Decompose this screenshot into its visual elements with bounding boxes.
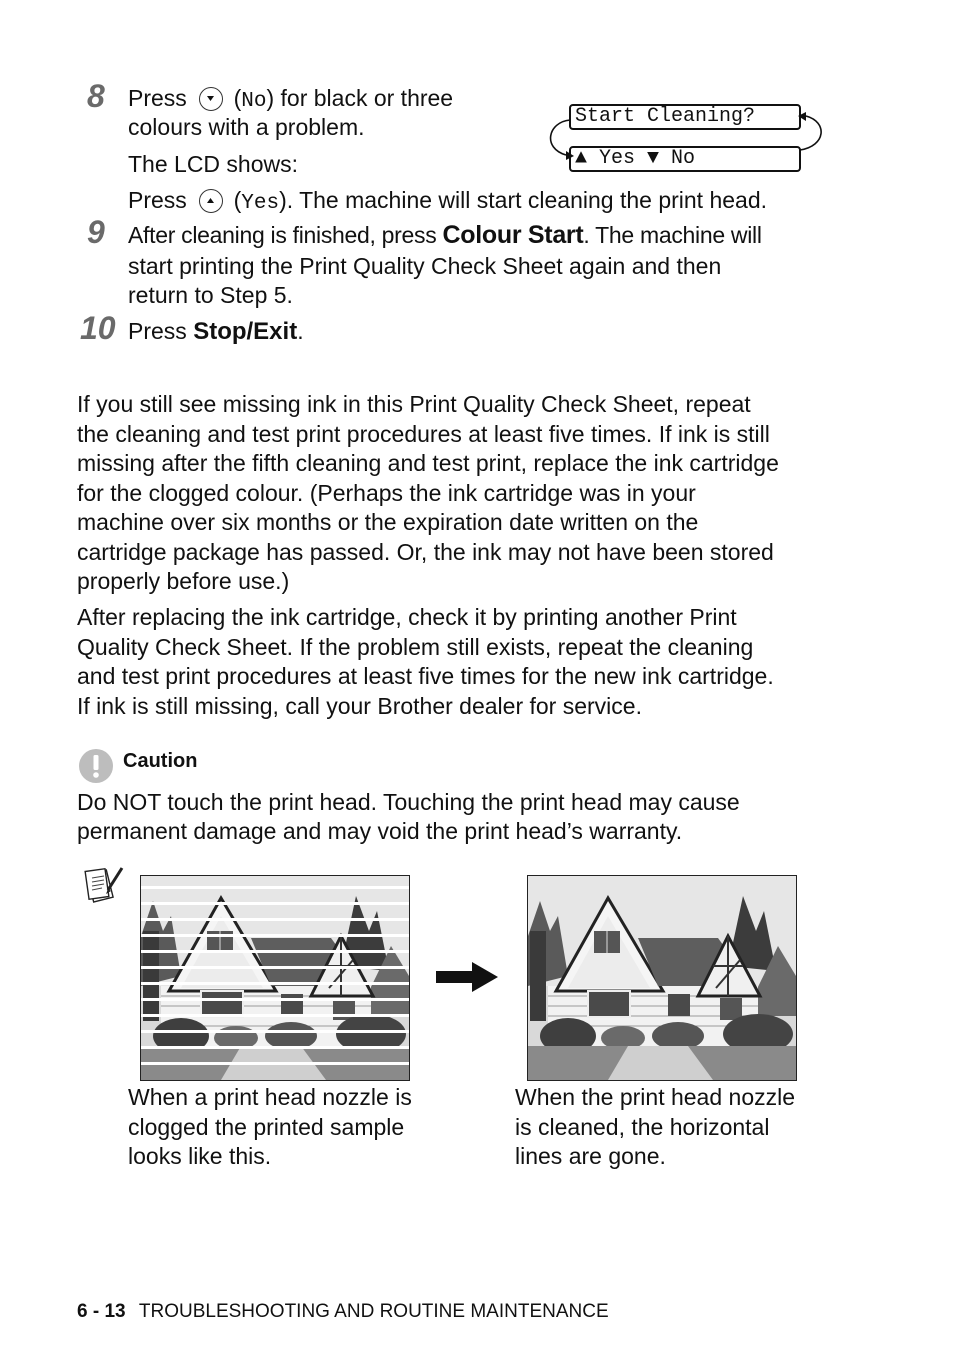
paragraph-line: cartridge package has passed. Or, the ink may not have been stored	[77, 539, 774, 565]
paragraph-line: If ink is still missing, call your Brother dealer for service.	[77, 693, 642, 719]
stop-exit-button-label: Stop/Exit	[193, 318, 298, 345]
up-arrow-key-icon	[199, 189, 223, 213]
step-8-press-2: Press	[128, 187, 187, 213]
paragraph-line: Quality Check Sheet. If the problem still exists, repeat the cleaning	[77, 634, 754, 660]
step-8-line-1	[128, 84, 453, 117]
caution-line-2: permanent damage and may void the print head’s warranty.	[77, 818, 683, 844]
caution-title: Caution	[123, 750, 198, 772]
paragraph-line: properly before use.)	[77, 568, 290, 594]
page-number: 6 - 13	[77, 1301, 126, 1322]
left-caption-line: When a print head nozzle is	[128, 1084, 412, 1110]
step-8-press: Press	[128, 85, 187, 111]
note-icon	[84, 864, 126, 906]
cleaned-sample-photo	[527, 875, 797, 1081]
step-number-8: 8	[87, 78, 105, 114]
paragraph-line: machine over six months or the expiration date written on the	[77, 509, 699, 535]
step-10-post: .	[297, 318, 304, 344]
paren-open: (	[233, 85, 242, 111]
paragraph-line: After replacing the ink cartridge, check it by printing another Print	[77, 604, 737, 630]
down-arrow-key-icon	[199, 87, 223, 111]
yes-option-label: Yes	[241, 192, 280, 215]
step-8-line-2: colours with a problem.	[128, 114, 365, 140]
section-title: TROUBLESHOOTING AND ROUTINE MAINTENANCE	[138, 1301, 609, 1322]
step-8-text-rest: ) for black or three	[266, 85, 454, 111]
footer	[77, 1301, 609, 1323]
step-8-lcd-shows: The LCD shows:	[128, 151, 299, 177]
right-arrow-icon	[436, 962, 498, 992]
caution-icon	[78, 748, 114, 784]
step-number-9: 9	[87, 214, 105, 250]
paragraph-line: for the clogged colour. (Perhaps the ink cartridge was in your	[77, 480, 696, 506]
left-caption-line: looks like this.	[128, 1143, 272, 1169]
step-10-line	[128, 317, 304, 347]
colour-start-button-label: Colour Start	[442, 221, 584, 249]
paren-open-2: (	[233, 187, 242, 213]
paragraph-line: the cleaning and test print procedures at least five times. If ink is still	[77, 421, 770, 447]
step-number-10: 10	[80, 310, 116, 346]
paragraph-line: If you still see missing ink in this Print Quality Check Sheet, repeat	[77, 391, 751, 417]
step-9-line-2: start printing the Print Quality Check Sheet again and then	[128, 253, 722, 279]
step-10-pre: Press	[128, 318, 187, 344]
right-caption-line: lines are gone.	[515, 1143, 666, 1169]
step-9-line-1	[128, 221, 762, 251]
paragraph-line: and test print procedures at least five times for the new ink cartridge.	[77, 663, 774, 689]
step-8-yes-rest: ). The machine will start cleaning the print head.	[279, 187, 768, 213]
caution-line-1: Do NOT touch the print head. Touching the print head may cause	[77, 789, 740, 815]
clogged-sample-photo	[140, 875, 410, 1081]
step-9-line-3: return to Step 5.	[128, 282, 293, 308]
left-caption-line: clogged the printed sample	[128, 1114, 405, 1140]
no-option-label: No	[241, 90, 267, 113]
right-caption-line: is cleaned, the horizontal	[515, 1114, 770, 1140]
lcd-line-2: ▲ Yes ▼ No	[569, 146, 801, 172]
right-caption-line: When the print head nozzle	[515, 1084, 796, 1110]
step-9-pre: After cleaning is finished, press	[128, 222, 437, 248]
lcd-line-1: Start Cleaning?	[569, 104, 801, 130]
paragraph-line: missing after the fifth cleaning and test print, replace the ink cartridge	[77, 450, 779, 476]
step-9-post: . The machine will	[583, 222, 762, 248]
step-8-line-4	[128, 186, 767, 219]
